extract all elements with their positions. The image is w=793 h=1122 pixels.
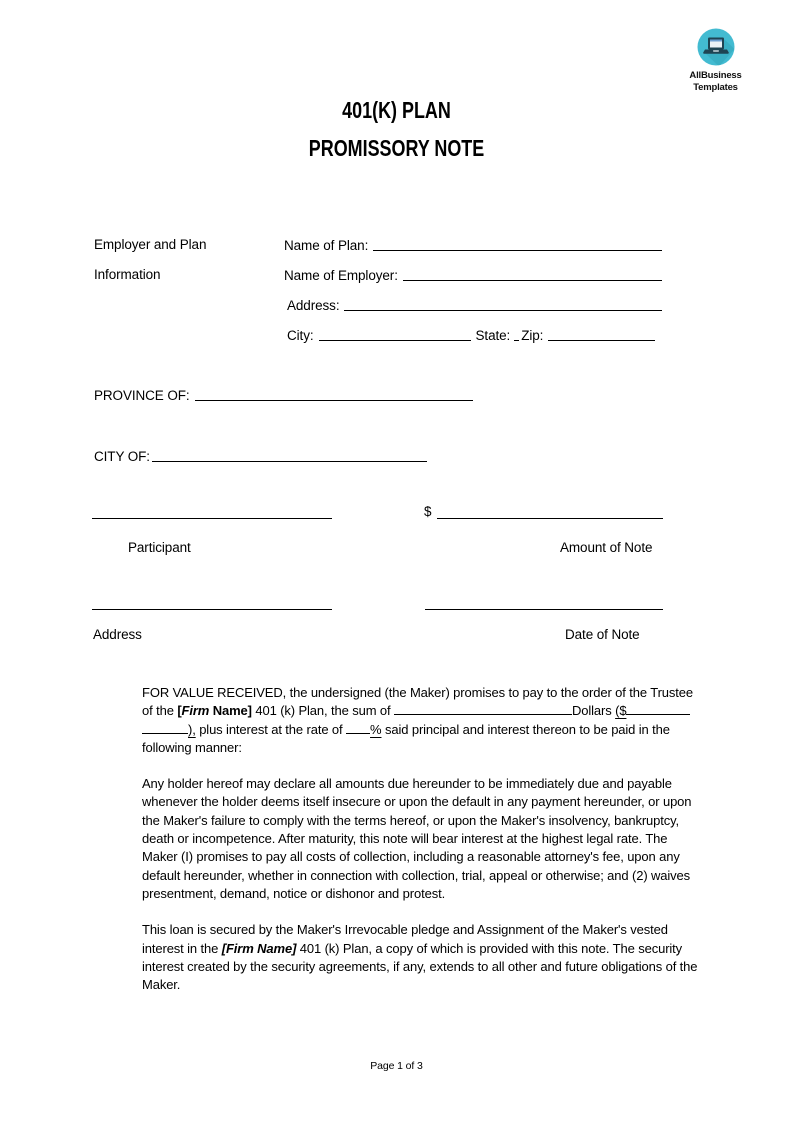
name-of-plan-line — [373, 249, 662, 251]
address-label: Address: — [287, 298, 340, 313]
body-paragraph-1: FOR VALUE RECEIVED, the undersigned (the Maker) promises to pay to the order of the Trustee of the [Firm Name] 401 (k) Plan, the sum of Dollars ($), plus interest at the rate of % said principal and interest thereon to be paid in the following manner: — [142, 685, 693, 755]
participant-label: Participant — [128, 540, 191, 555]
document-title-line1: 401(K) PLAN — [342, 97, 451, 123]
province-of-label: PROVINCE OF: — [94, 388, 190, 403]
city-label: City: — [287, 328, 314, 343]
city-line — [319, 339, 471, 341]
city-of-label: CITY OF: — [94, 449, 150, 464]
section-heading-line1: Employer and Plan — [94, 237, 207, 252]
amount-of-note-label: Amount of Note — [560, 540, 653, 555]
page-number: Page 1 of 3 — [370, 1060, 423, 1072]
field-row-address — [287, 297, 662, 314]
body-paragraph-3: This loan is secured by the Maker's Irrevocable pledge and Assignment of the Maker's vested interest in the [Firm Name] 401 (k) Plan, a copy of which is provided with this note. The security interest created by the security agreements, if any, extends to all other and future obligations of the Maker. — [142, 922, 698, 993]
logo-brand-line2: Templates — [693, 81, 738, 93]
body-paragraph-2: Any holder hereof may declare all amounts due hereunder to be immediately due and payable whenever the holder deems itself insecure or upon the default in any payment hereunder, or upon the Maker's failure to comply with the terms hereof, or upon the Maker's insolvency, bankruptcy, death or incompetence. After maturity, this note will bear interest at the highest legal rate. The Maker (I) promises to pay all costs of collection, including a reasonable attorney's fee, upon any default hereunder, whether in connection with collection, trial, appeal or otherwise; and (2) waives presentment, demand, notice or dishonor and protest. — [142, 776, 692, 901]
zip-line — [548, 339, 655, 341]
allbusiness-logo — [668, 24, 763, 93]
date-of-note-label: Date of Note — [565, 627, 640, 642]
name-of-plan-label: Name of Plan: — [284, 238, 369, 253]
address-signature-line — [92, 608, 332, 610]
state-label: State: — [475, 328, 511, 343]
amount-line — [437, 517, 663, 519]
field-row-name-of-employer — [284, 267, 662, 284]
address-line — [344, 309, 662, 311]
zip-label: Zip: — [521, 328, 544, 343]
address-sig-label: Address — [93, 627, 142, 642]
laptop-icon — [693, 24, 739, 70]
section-heading-line2: Information — [94, 267, 161, 282]
participant-signature-line — [92, 517, 332, 519]
document-title-line2: PROMISSORY NOTE — [308, 135, 485, 161]
field-row-name-of-plan — [284, 237, 662, 254]
city-of-line — [152, 460, 427, 462]
province-line — [195, 399, 473, 401]
field-row-province — [94, 387, 473, 404]
field-row-city-state-zip — [287, 327, 655, 344]
date-line — [425, 608, 663, 610]
state-line — [514, 339, 519, 341]
logo-brand-line1: AllBusiness — [689, 70, 742, 81]
body-text — [142, 684, 700, 1012]
field-row-city-of — [94, 448, 427, 465]
dollar-sign: $ — [424, 504, 432, 519]
name-of-employer-line — [403, 279, 662, 281]
name-of-employer-label: Name of Employer: — [284, 268, 398, 283]
